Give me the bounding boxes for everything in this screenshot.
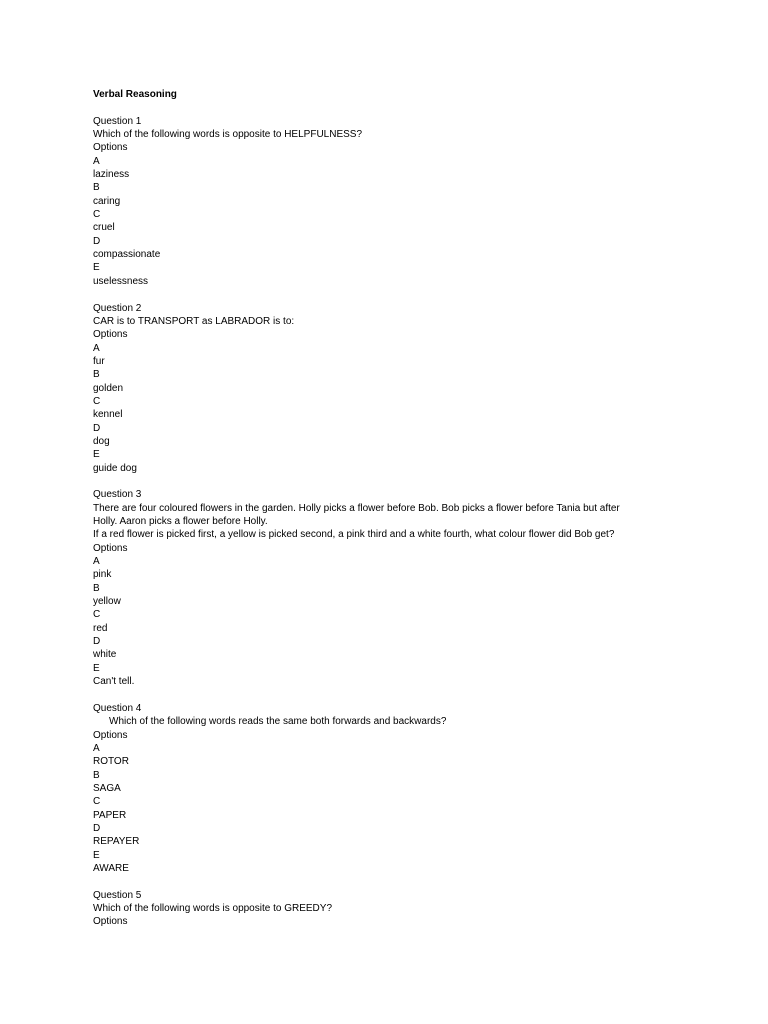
option-letter: B xyxy=(93,582,100,594)
options-label: Options xyxy=(93,916,128,928)
question-1 xyxy=(93,115,673,288)
option-text: golden xyxy=(93,382,124,394)
option-text: PAPER xyxy=(93,809,127,821)
spacer xyxy=(93,101,673,114)
question-heading: Question 3 xyxy=(93,489,142,501)
option-letter: D xyxy=(93,422,101,434)
question-2 xyxy=(93,302,673,475)
option-letter: A xyxy=(93,155,100,167)
option-letter: E xyxy=(93,262,100,274)
option-text: kennel xyxy=(93,409,123,421)
option-letter: D xyxy=(93,822,101,834)
option-letter: E xyxy=(93,849,100,861)
question-prompt: Which of the following words is opposite to HELPFULNESS? xyxy=(93,129,363,141)
question-heading: Question 2 xyxy=(93,302,142,314)
question-prompt: CAR is to TRANSPORT as LABRADOR is to: xyxy=(93,315,295,327)
option-letter: C xyxy=(93,395,101,407)
option-letter: C xyxy=(93,609,101,621)
option-text: red xyxy=(93,622,108,634)
option-letter: B xyxy=(93,182,100,194)
option-text: AWARE xyxy=(93,862,129,874)
option-letter: E xyxy=(93,662,100,674)
option-text: uselessness xyxy=(93,275,149,287)
option-letter: C xyxy=(93,209,101,221)
option-letter: A xyxy=(93,342,100,354)
option-letter: D xyxy=(93,636,101,648)
question-prompt: If a red flower is picked first, a yellow is picked second, a pink third and a white fourth, what colour flower did Bob get? xyxy=(93,529,615,541)
option-text: white xyxy=(93,649,117,661)
option-text: laziness xyxy=(93,169,130,181)
document-content xyxy=(93,88,673,942)
options-label: Options xyxy=(93,542,128,554)
option-text: SAGA xyxy=(93,782,121,794)
option-text: caring xyxy=(93,195,121,207)
options-label: Options xyxy=(93,142,128,154)
option-text: fur xyxy=(93,355,105,367)
document-title: Verbal Reasoning xyxy=(93,89,177,100)
question-heading: Question 1 xyxy=(93,115,142,127)
question-3 xyxy=(93,488,673,688)
option-text: Can't tell. xyxy=(93,676,135,688)
option-letter: A xyxy=(93,556,100,568)
option-text: ROTOR xyxy=(93,756,129,768)
question-4 xyxy=(93,702,673,875)
question-prompt: Which of the following words is opposite to GREEDY? xyxy=(93,902,332,914)
option-text: dog xyxy=(93,435,110,447)
question-prompt: Which of the following words reads the same both forwards and backwards? xyxy=(109,716,447,728)
option-text: cruel xyxy=(93,222,115,234)
option-letter: B xyxy=(93,769,100,781)
options-label: Options xyxy=(93,729,128,741)
option-text: REPAYER xyxy=(93,836,140,848)
option-letter: D xyxy=(93,235,101,247)
question-5 xyxy=(93,889,673,929)
option-letter: E xyxy=(93,449,100,461)
option-text: compassionate xyxy=(93,249,161,261)
option-letter: A xyxy=(93,742,100,754)
question-heading: Question 5 xyxy=(93,889,142,901)
question-heading: Question 4 xyxy=(93,702,142,714)
option-text: guide dog xyxy=(93,462,137,474)
option-text: pink xyxy=(93,569,112,581)
question-prompt: There are four coloured flowers in the garden. Holly picks a flower before Bob. Bob picks a flower before Tania but after xyxy=(93,502,620,514)
option-letter: C xyxy=(93,796,101,808)
question-prompt: Holly. Aaron picks a flower before Holly. xyxy=(93,516,268,527)
option-letter: B xyxy=(93,369,100,381)
option-text: yellow xyxy=(93,596,121,608)
options-label: Options xyxy=(93,329,128,341)
